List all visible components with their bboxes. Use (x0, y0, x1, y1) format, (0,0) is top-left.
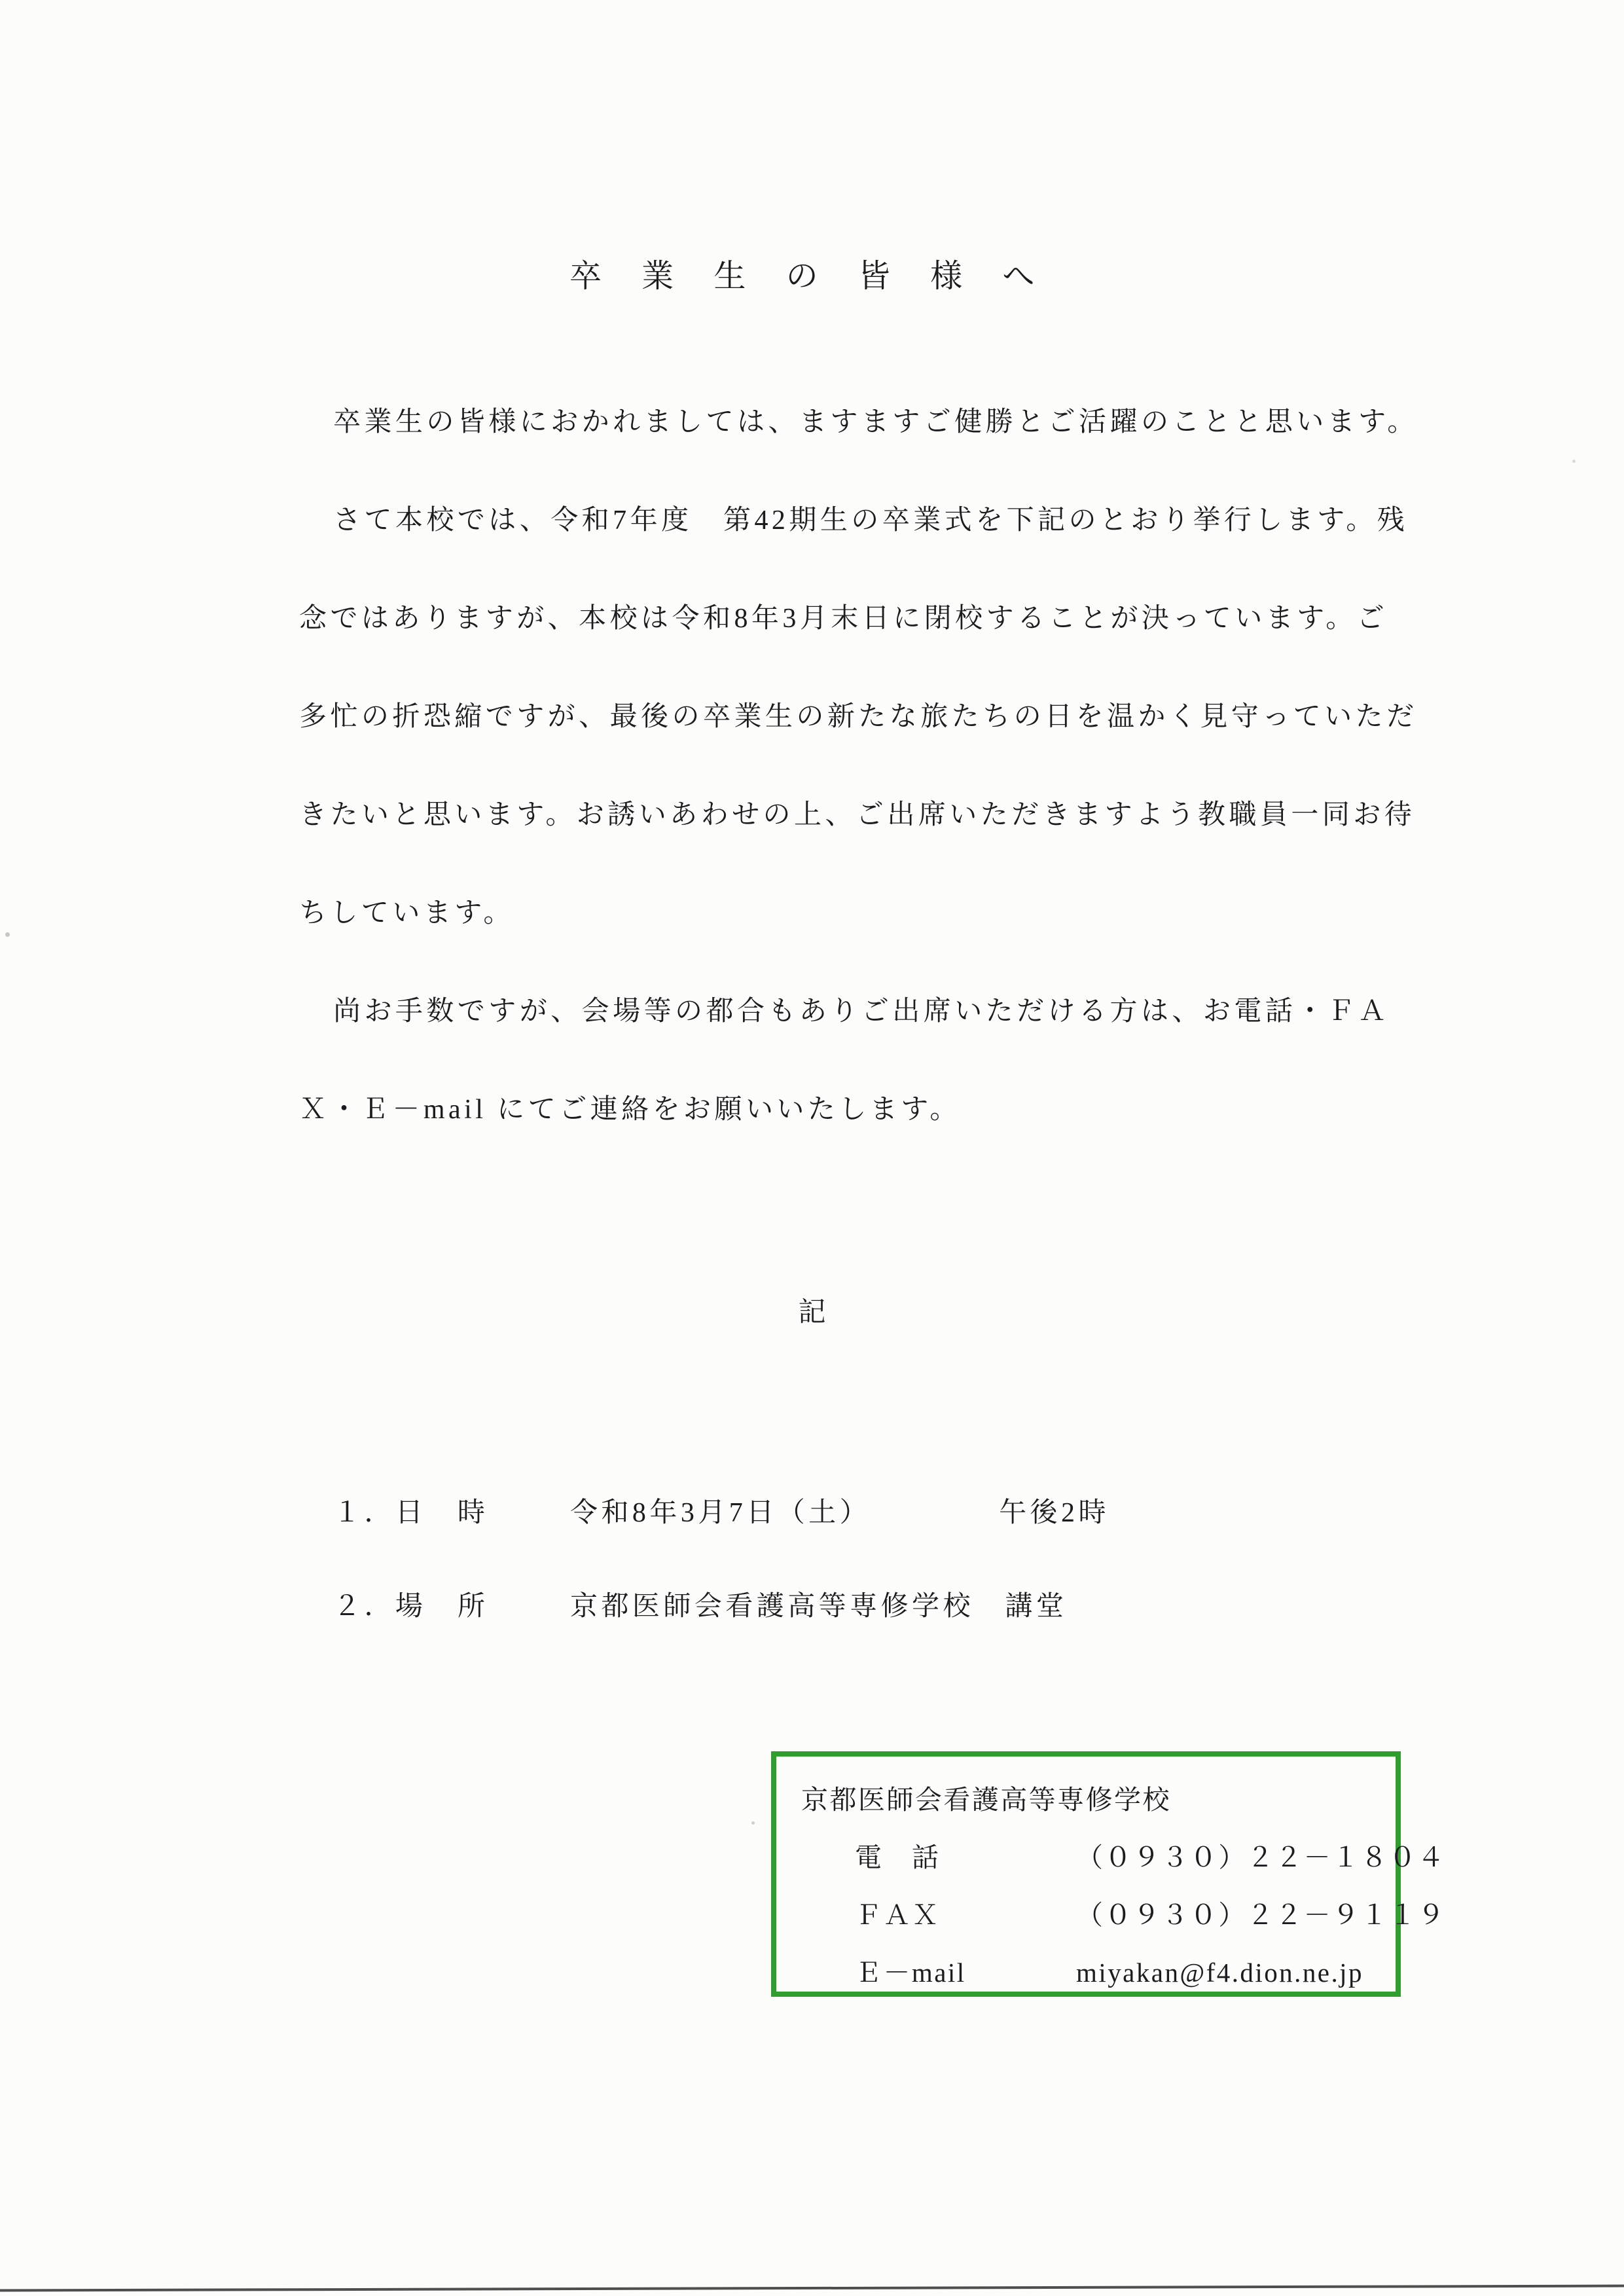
item-label: １．日 時 (333, 1498, 489, 1528)
item-row-place (333, 1560, 1110, 1654)
item-row-datetime (333, 1467, 1110, 1560)
letter-line: きたいと思います。お誘いあわせの上、ご出席いただきますよう教職員一同お待 (299, 800, 1416, 830)
scan-speck (751, 1821, 755, 1825)
detail-items (333, 1467, 1110, 1654)
email-row (855, 1944, 1396, 2001)
scan-edge-line (0, 2284, 1624, 2291)
school-name: 京都医師会看護高等専修学校 (801, 1785, 1171, 1815)
tel-label: 電 話 (855, 1842, 941, 1872)
tel-row (855, 1829, 1446, 1886)
scan-speck (1572, 460, 1576, 463)
item-value: 令和8年3月7日（土） (570, 1498, 871, 1528)
letter-line: 多忙の折恐縮ですが、最後の卒業生の新たな旅たちの日を温かく見守っていただ (299, 702, 1418, 732)
item-label: ２．場 所 (333, 1592, 489, 1622)
letter-line: 卒業生の皆様におかれましては、ますますご健勝とご活躍のことと思います。 (333, 407, 1418, 437)
fax-row (855, 1886, 1446, 1944)
letter-line: 念ではありますが、本校は令和8年3月末日に閉校することが決っています。ご (299, 604, 1388, 634)
fax-label: ＦＡＸ (855, 1900, 941, 1930)
letter-line: Ｘ・Ｅ－mail にてご連絡をお願いいたします。 (299, 1095, 961, 1125)
page-title: 卒業生の皆様へ (569, 258, 1075, 294)
fax-number: （０９３０）２２－９１１９ (1076, 1900, 1446, 1930)
item-value-time: 午後2時 (999, 1498, 1110, 1528)
letter-line: さて本校では、令和7年度 第42期生の卒業式を下記のとおり挙行します。残 (333, 505, 1409, 536)
letter-line: ちしています。 (299, 898, 514, 928)
record-marker: 記 (798, 1298, 826, 1328)
item-value: 京都医師会看護高等専修学校 講堂 (570, 1592, 1068, 1622)
contact-box (771, 1751, 1446, 1997)
tel-number: （０９３０）２２－１８０４ (1076, 1842, 1446, 1872)
email-address: miyakan@f4.dion.ne.jp (1076, 1958, 1363, 1988)
scan-speck (5, 932, 10, 937)
email-label: Ｅ－mail (855, 1958, 966, 1988)
letter-body (299, 373, 1438, 1159)
letter-line: 尚お手数ですが、会場等の都合もありご出席いただける方は、お電話・ＦＡ (333, 996, 1390, 1027)
